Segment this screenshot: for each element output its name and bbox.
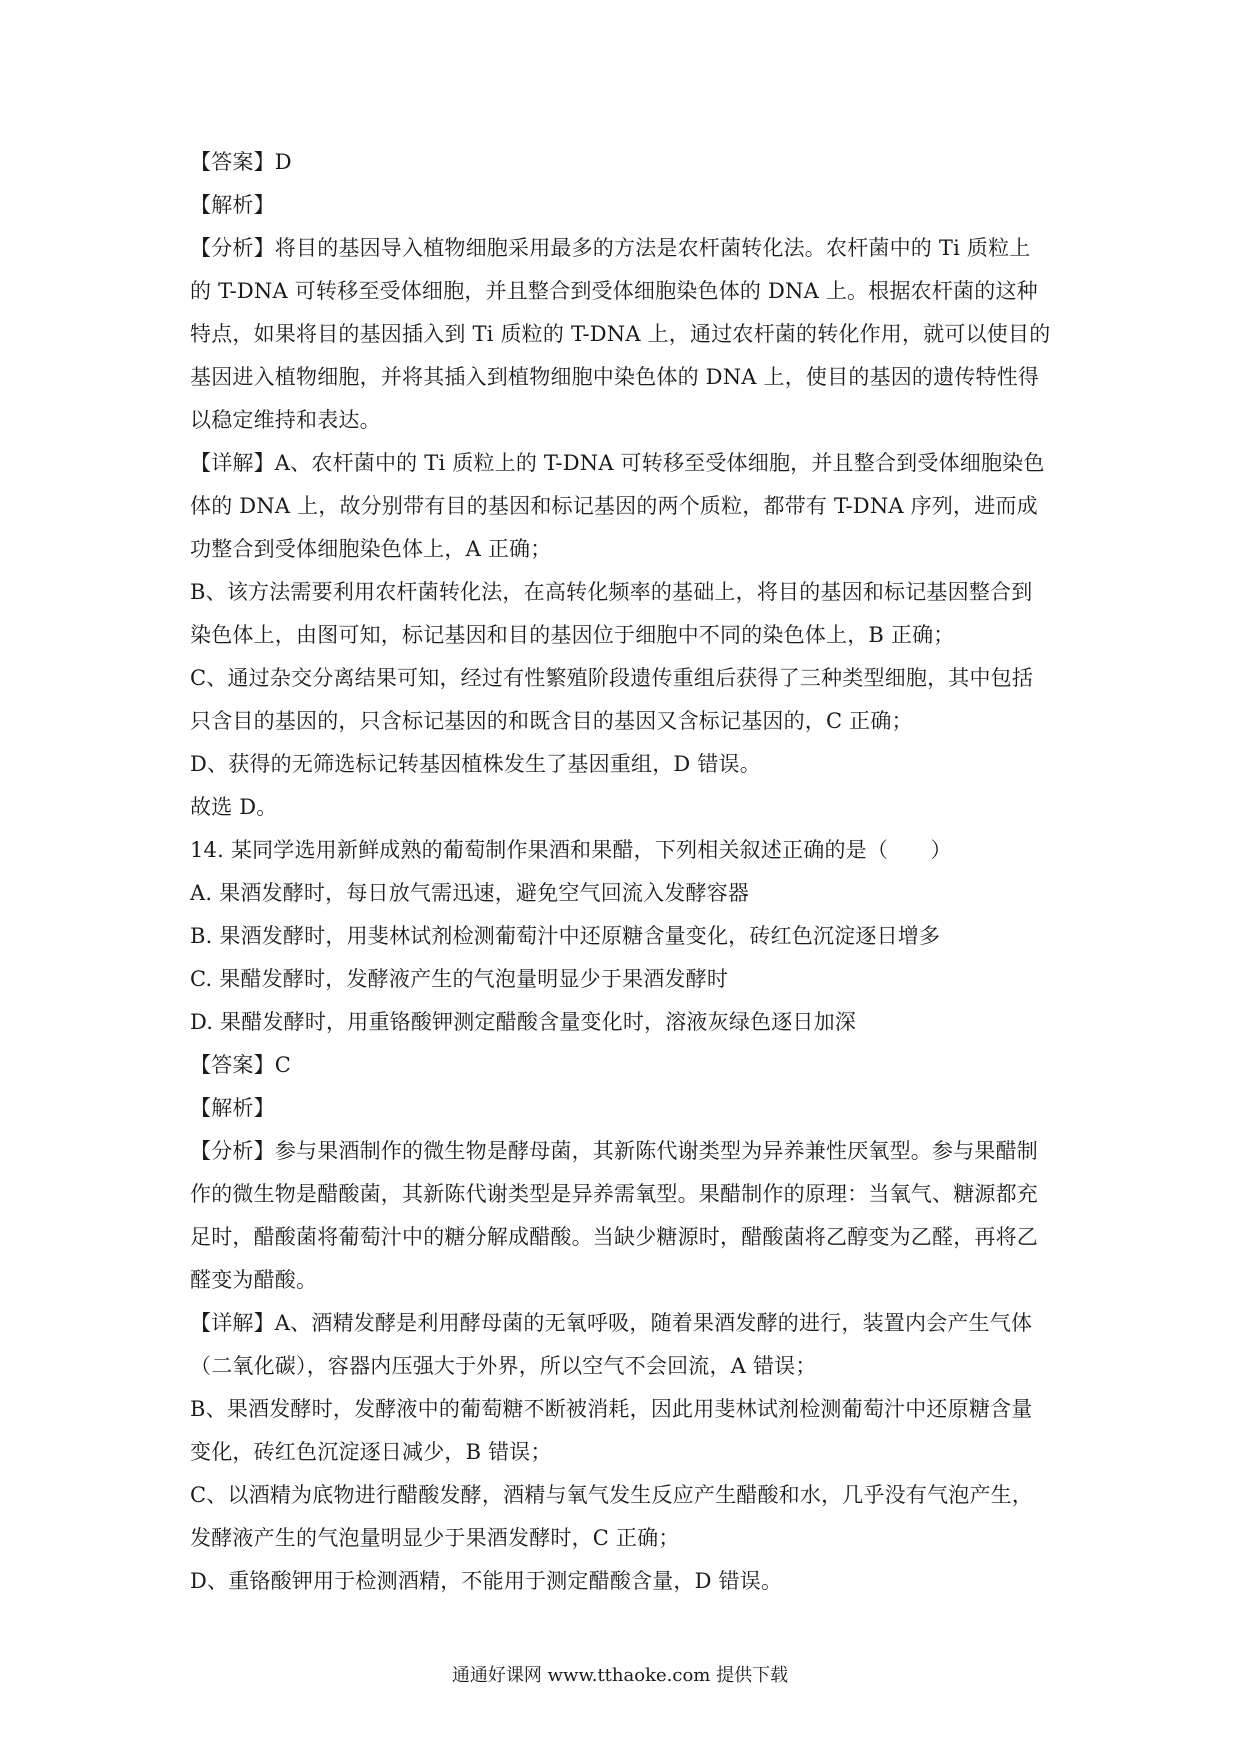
detail-text-line: D、重铬酸钾用于检测酒精，不能用于测定醋酸含量，D 错误。 — [190, 1569, 783, 1593]
page-footer: 通通好课网 www.tthaoke.com 提供下载 — [451, 1665, 789, 1686]
analysis-text-line: 特点，如果将目的基因插入到 Ti 质粒的 T-DNA 上，通过农杆菌的转化作用，就可以使目的 — [190, 322, 1051, 346]
detail-text-line: 【详解】A、农杆菌中的 Ti 质粒上的 T-DNA 可转移至受体细胞，并且整合到受体细胞染色 — [190, 451, 1045, 475]
detail-text-line: B、果酒发酵时，发酵液中的葡萄糖不断被消耗，因此用斐林试剂检测葡萄汁中还原糖含量 — [190, 1397, 1033, 1421]
option-b: B. 果酒发酵时，用斐林试剂检测葡萄汁中还原糖含量变化，砖红色沉淀逐日增多 — [190, 924, 941, 948]
option-d: D. 果醋发酵时，用重铬酸钾测定醋酸含量变化时，溶液灰绿色逐日加深 — [190, 1010, 857, 1034]
detail-text-line: 功整合到受体细胞染色体上，A 正确； — [190, 537, 552, 561]
analysis-heading-q14: 【解析】 — [190, 1096, 275, 1120]
analysis-text-line: 的 T-DNA 可转移至受体细胞，并且整合到受体细胞染色体的 DNA 上。根据农杆菌的这种 — [190, 279, 1038, 303]
detail-text-line: D、获得的无筛选标记转基因植株发生了基因重组，D 错误。 — [190, 752, 761, 776]
detail-text-line: C、以酒精为底物进行醋酸发酵，酒精与氧气发生反应产生醋酸和水，几乎没有气泡产生， — [190, 1483, 1034, 1507]
analysis-text-line: 以稳定维持和表达。 — [190, 408, 381, 432]
analysis-text-line: 【分析】将目的基因导入植物细胞采用最多的方法是农杆菌转化法。农杆菌中的 Ti 质粒上 — [190, 236, 1031, 260]
answer-label-q13: 【答案】D — [190, 150, 292, 174]
analysis-text-line: 基因进入植物细胞，并将其插入到植物细胞中染色体的 DNA 上，使目的基因的遗传特性得 — [190, 365, 1040, 389]
question-14-stem: 14. 某同学选用新鲜成熟的葡萄制作果酒和果醋，下列相关叙述正确的是（ ） — [190, 838, 952, 862]
detail-text-line: 染色体上，由图可知，标记基因和目的基因位于细胞中不同的染色体上，B 正确； — [190, 623, 955, 647]
analysis-text-line: 【分析】参与果酒制作的微生物是酵母菌，其新陈代谢类型为异养兼性厌氧型。参与果醋制 — [190, 1139, 1038, 1163]
analysis-heading-q13: 【解析】 — [190, 193, 275, 217]
analysis-text-line: 足时，醋酸菌将葡萄汁中的糖分解成醋酸。当缺少糖源时，醋酸菌将乙醇变为乙醛，再将乙 — [190, 1225, 1038, 1249]
detail-text-line: 【详解】A、酒精发酵是利用酵母菌的无氧呼吸，随着果酒发酵的进行，装置内会产生气体 — [190, 1311, 1033, 1335]
analysis-text-line: 醛变为醋酸。 — [190, 1268, 318, 1292]
detail-text-line: 变化，砖红色沉淀逐日减少，B 错误； — [190, 1440, 552, 1464]
detail-text-line: 发酵液产生的气泡量明显少于果酒发酵时，C 正确； — [190, 1526, 680, 1550]
detail-text-line: B、该方法需要利用农杆菌转化法，在高转化频率的基础上，将目的基因和标记基因整合到 — [190, 580, 1033, 604]
detail-text-line: 只含目的基因的，只含标记基因的和既含目的基因又含标记基因的，C 正确； — [190, 709, 913, 733]
option-a: A. 果酒发酵时，每日放气需迅速，避免空气回流入发酵容器 — [190, 881, 750, 905]
conclusion-text: 故选 D。 — [190, 795, 278, 819]
detail-text-line: C、通过杂交分离结果可知，经过有性繁殖阶段遗传重组后获得了三种类型细胞，其中包括 — [190, 666, 1034, 690]
answer-label-q14: 【答案】C — [190, 1053, 292, 1077]
detail-text-line: 体的 DNA 上，故分别带有目的基因和标记基因的两个质粒，都带有 T-DNA 序列，进而成 — [190, 494, 1038, 518]
analysis-text-line: 作的微生物是醋酸菌，其新陈代谢类型是异养需氧型。果醋制作的原理：当氧气、糖源都充 — [190, 1182, 1038, 1206]
option-c: C. 果醋发酵时，发酵液产生的气泡量明显少于果酒发酵时 — [190, 967, 729, 991]
detail-text-line: （二氧化碳），容器内压强大于外界，所以空气不会回流，A 错误； — [190, 1354, 817, 1378]
